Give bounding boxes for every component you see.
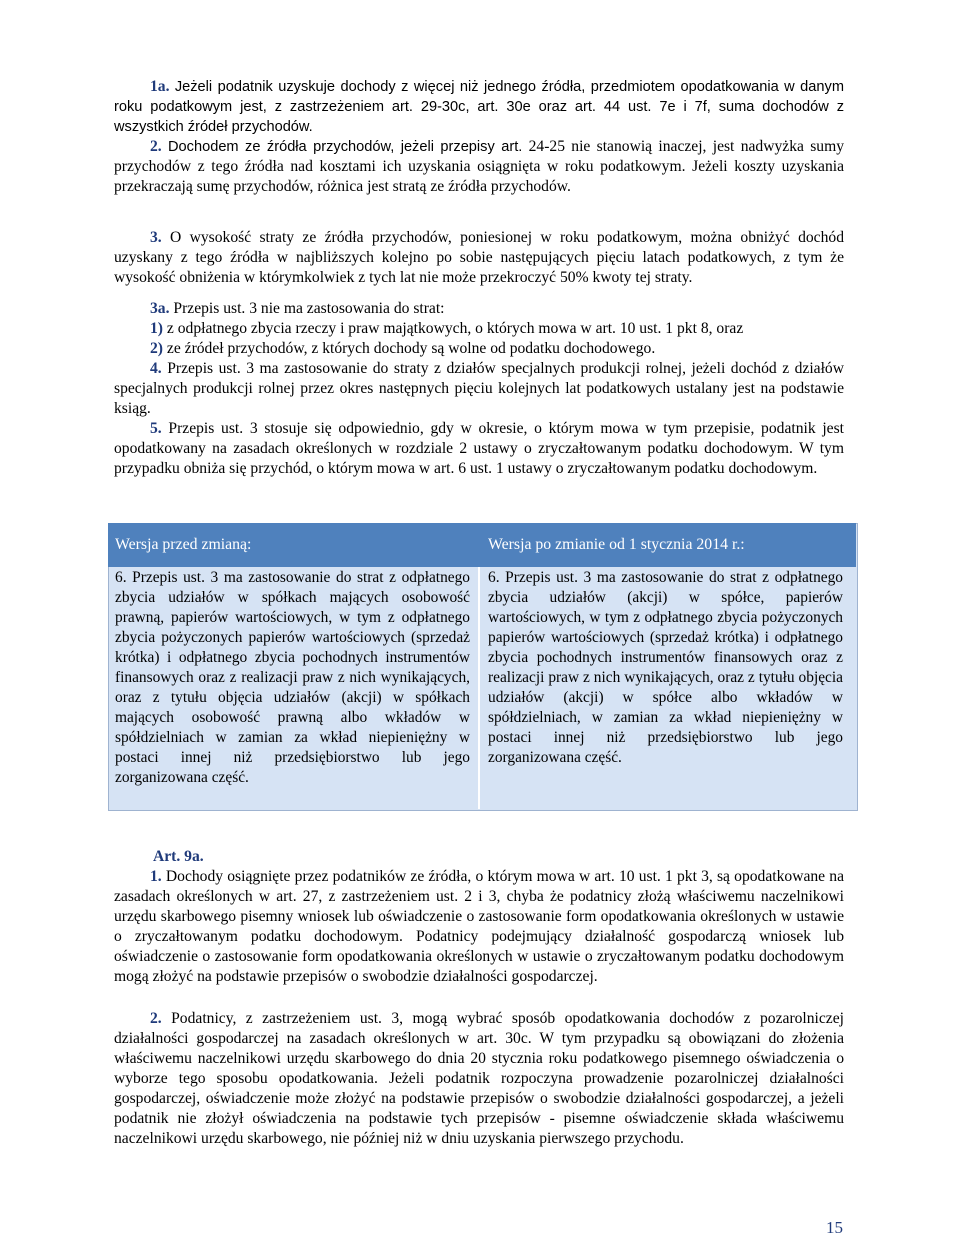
paragraph-text: Dochody osiągnięte przez podatników ze źródła, o którym mowa w art. 10 ust. 1 pkt 3, są opodatkowane na zasadach określonych w art. 27, z zastrzeżeniem ust. 2 i 3, chyba że podatnicy złożą właściwemu naczelnikowi urzędu skarbowego pisemny wniosek lub oświadczenie o zastosowanie form opodatkowania określonych w ustawie o zryczałtowanym podatku dochodowym. Podatnicy podejmujący działalność gospodarczą wniosek lub oświadczenie o zastosowanie form opodatkowania określonych w ustawie o zryczałtowanym podatku dochodowym mogą złożyć na podstawie przepisów o swobodzie działalności gospodarczej. <box>114 868 844 985</box>
paragraph-text: Jeżeli podatnik uzyskuje dochody z więcej niż jednego źródła, przedmiotem opodatkowania w danym roku podatkowym jest, z zastrzeżeniem art. 29-30c, art. 30e oraz art. 44 ust. 7e i 7f, suma dochodów z wszystkich źródeł przychodów. <box>114 79 844 135</box>
after-text: 6. Przepis ust. 3 ma zastosowanie do strat z odpłatnego zbycia udziałów (akcji) w spółce, papierów wartościowych, w tym z odpłatnego zbycia pożyczonych papierów wartościowych (sprzedaż krótka) i odpłatnego zbycia pochodnych instrumentów finansowych oraz z realizacji praw z nich wynikających, oraz z tytułu objęcia udziałów (akcji) w spółce albo wkładów w spółdzielniach, w zamian za wkład niepieniężny w postaci innej niż przedsiębiorstwo lub jego zorganizowana część. <box>488 569 843 766</box>
paragraph-number: 3. <box>150 229 162 246</box>
paragraph-text-sans: Dochodem ze źródła przychodów, jeżeli przepisy art. <box>168 139 523 155</box>
art9a-paragraph-2 <box>114 1009 844 1149</box>
paragraph-text: 24-25 nie stanowią inaczej, jest nadwyżka sumy przychodów z tego źródła nad kosztami ich uzyskania osiągnięta w roku podatkowym. Jeżeli koszty uzyskania przekraczają sumę przychodów, różnica jest stratą ze źródła przychodów. <box>114 138 844 195</box>
before-header: Wersja przed zmianą: <box>115 536 252 553</box>
art9a-paragraph-1 <box>114 867 844 987</box>
paragraph-text: Podatnicy, z zastrzeżeniem ust. 3, mogą wybrać sposób opodatkowania dochodów z pozarolniczej działalności gospodarczej na zasadach określonych w art. 30c. W tym przypadku są obowiązani do złożenia właściwemu naczelnikowi urzędu skarbowego do dnia 20 stycznia roku podatkowego pisemnego oświadczenia o wyborze tego sposobu opodatkowania. Jeżeli podatnik rozpoczyna prowadzenie pozarolniczej działalności gospodarczej, oświadczenie może złożyć na podstawie przepisów o swobodzie działalności gospodarczej, a jeżeli podatnik nie złożył oświadczenia na podstawie tych przepisów - pisemne oświadczenie składa właściwemu naczelnikowi urzędu skarbowego, nie później niż w dniu uzyskania pierwszego przychodu. <box>114 1010 844 1147</box>
item-number: 2) <box>150 340 163 357</box>
paragraph-text: Przepis ust. 3 nie ma zastosowania do strat: <box>173 300 445 317</box>
paragraph-text: O wysokość straty ze źródła przychodów, poniesionej w roku podatkowym, można obniżyć dochód uzyskany z tego źródła w najbliższych kolejno po sobie następujących pięciu latach podatkowych, z tym że wysokość obniżenia w którymkolwiek z tych lat nie może przekroczyć 50% kwoty tej straty. <box>114 229 844 286</box>
after-header: Wersja po zmianie od 1 stycznia 2014 r.: <box>488 536 745 553</box>
paragraph-number: 2. <box>150 1010 162 1027</box>
article-title: Art. 9a. <box>153 848 204 865</box>
paragraph-3 <box>114 228 844 288</box>
paragraph-5 <box>114 419 844 479</box>
paragraph-text: Przepis ust. 3 ma zastosowanie do straty z działów specjalnych produkcji rolnej, jeżeli dochód z działów specjalnych produkcji rolnej przez okres następnych pięciu kolejnych lat podatkowych ustalany jest na podstawie ksiąg. <box>114 360 844 417</box>
paragraph-2 <box>114 137 844 197</box>
paragraph-number: 4. <box>150 360 162 377</box>
column-divider <box>478 567 480 809</box>
paragraph-number: 1. <box>150 868 162 885</box>
paragraph-3a-item-2 <box>114 339 844 359</box>
paragraph-number: 1a. <box>150 78 170 95</box>
item-text: z odpłatnego zbycia rzeczy i praw majątkowych, o których mowa w art. 10 ust. 1 pkt 8, oraz <box>166 320 744 337</box>
paragraph-number: 5. <box>150 420 162 437</box>
paragraph-3a-item-1 <box>114 319 844 339</box>
paragraph-number: 2. <box>150 138 162 155</box>
item-number: 1) <box>150 320 163 337</box>
page-number: 15 <box>826 1218 843 1237</box>
paragraph-1a <box>114 77 844 137</box>
item-text: ze źródeł przychodów, z których dochody są wolne od podatku dochodowego. <box>166 340 656 357</box>
paragraph-3a <box>114 299 844 319</box>
paragraph-4 <box>114 359 844 419</box>
before-text: 6. Przepis ust. 3 ma zastosowanie do strat z odpłatnego zbycia udziałów w spółkach mających osobowość prawną, papierów wartościowych, w tym z odpłatnego zbycia pożyczonych papierów wartościowych (sprzedaż krótka) i odpłatnego zbycia pochodnych instrumentów finansowych oraz z realizacji praw z nich wynikających, oraz z tytułu objęcia udziałów (akcji) w spółkach mających osobowość prawną albo wkładów w spółdzielniach w zamian za wkład niepieniężny w postaci innej niż przedsiębiorstwo lub jego zorganizowana część. <box>115 569 470 786</box>
paragraph-text: Przepis ust. 3 stosuje się odpowiednio, gdy w okresie, o którym mowa w tym przepisie, podatnik jest opodatkowany na zasadach określonych w rozdziale 2 ustawy o zryczałtowanym podatku dochodowym. W tym przypadku obniża się przychód, o którym mowa w art. 6 ust. 1 ustawy o zryczałtowanym podatku dochodowym. <box>114 420 844 477</box>
paragraph-number: 3a. <box>150 300 170 317</box>
comparison-header <box>108 523 856 567</box>
